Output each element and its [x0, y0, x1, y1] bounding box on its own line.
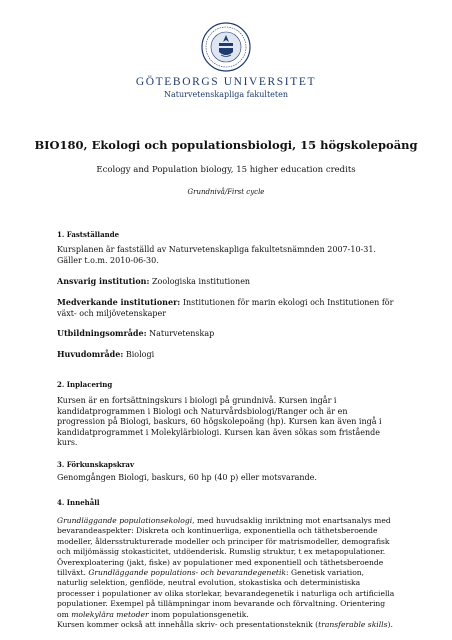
- content-text-2: : Genetisk variation, naturlig selektion, genflöde, neutral evolution, stokastiska och deterministiska processer i populationer av olika storlekar, bevarandegenetik i naturliga och artificiella populationer. Exempel på tillämpningar inom bevarande och förvaltning. Orientering om: [57, 568, 395, 619]
- course-level: Grundnivå/First cycle: [187, 188, 265, 196]
- responsible-department-label: Ansvarig institution:: [57, 276, 150, 286]
- university-seal-logo: [201, 22, 251, 72]
- participating-departments: [57, 297, 397, 319]
- participating-departments-value: Institutionen för marin ekologi och Institutionen för växt- och miljövetenskaper: [57, 298, 394, 318]
- participating-departments-label: Medverkande institutioner:: [57, 297, 181, 307]
- content-text-4: Kursen kommer också att innehålla skriv- och presentationsteknik (: [57, 620, 319, 630]
- responsible-department: [57, 276, 397, 288]
- content-topic-ecology: Grundläggande populationsekologi: [57, 516, 193, 525]
- section-3-heading: 3. Förkunskapskrav: [57, 460, 135, 469]
- prerequisites-text: Genomgången Biologi, baskurs, 60 hp (40 p) eller motsvarande.: [57, 473, 317, 482]
- faculty-name: Naturvetenskapliga fakulteten: [163, 90, 289, 99]
- section-4-heading: 4. Innehåll: [57, 498, 100, 507]
- main-field: [57, 349, 397, 361]
- content-text: [57, 516, 397, 630]
- section-1-heading: 1. Fastställande: [57, 230, 120, 239]
- course-title: BIO180, Ekologi och populationsbiologi, 15 högskolepoäng: [34, 138, 418, 152]
- course-title-english: Ecology and Population biology, 15 higher education credits: [96, 165, 356, 175]
- main-field-label: Huvudområde:: [57, 349, 124, 359]
- adoption-text: Kursplanen är fastställd av Naturvetenskapliga fakultetsnämnden 2007-10-31. Gäller t.o.m. 2010-06-30.: [57, 245, 376, 265]
- university-name: GÖTEBORGS UNIVERSITET: [135, 76, 317, 88]
- education-area-label: Utbildningsområde:: [57, 328, 147, 338]
- content-topic-genetics: Grundläggande populations- och bevarandegenetik: [88, 568, 287, 578]
- education-area-value: Naturvetenskap: [149, 329, 215, 338]
- content-text-1: , med huvudsaklig inriktning mot enartsanalys med bevarandeaspekter: Diskreta och kontinuerliga, exponentiella och täthetsberoende modeller, åldersstrukturerade modeller och principer för matrismodeller, demografisk och miljömässig stokasticitet, utdöenderisk. Rumslig struktur, t ex metapopulationer. Överexploatering (jakt, fiske) av populationer med exponentiell och täthetsberoende tillväxt.: [57, 516, 391, 578]
- content-text-3: inom populationsgenetik.: [148, 609, 249, 619]
- content-transferable-skills: transferable skills: [318, 620, 388, 630]
- education-area: [57, 328, 397, 340]
- main-field-value: Biologi: [125, 350, 155, 359]
- placement-text: Kursen är en fortsättningskurs i biologi på grundnivå. Kursen ingår i kandidatprogrammen i Biologi och Naturvårdsbiologi/Ranger och är en progression på Biologi, baskurs, 60 högskolepoäng (hp). Kursen kan även ingå i kandidatprogrammet i Molekylärbiologi. Kursen kan även sökas som fristående kurs.: [57, 396, 382, 448]
- content-topic-molecular: molekylära metoder: [71, 609, 149, 619]
- content-text-4-end: ).: [387, 620, 393, 630]
- section-2-heading: 2. Inplacering: [57, 380, 113, 389]
- responsible-department-value: Zoologiska institutionen: [151, 277, 251, 286]
